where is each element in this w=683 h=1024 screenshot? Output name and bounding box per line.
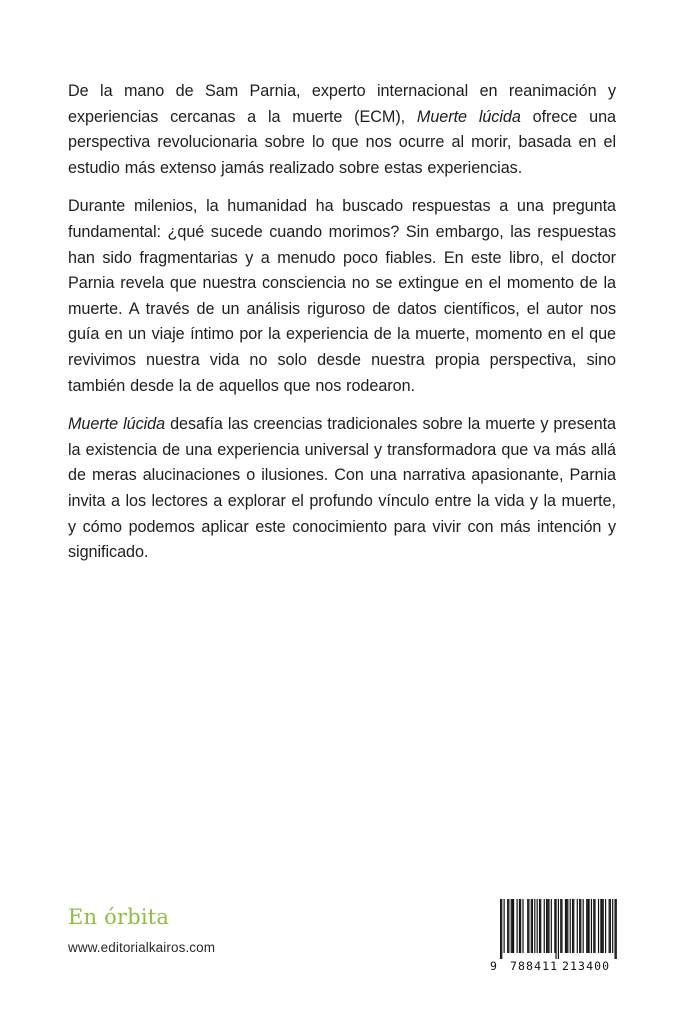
barcode-bar <box>537 899 538 953</box>
barcode-bar <box>561 899 562 953</box>
barcode-bar <box>610 899 611 953</box>
publisher-website-link[interactable]: www.editorialkairos.com <box>68 940 216 955</box>
barcode-bar <box>534 899 535 953</box>
blurb-paragraph-1 <box>68 79 616 181</box>
barcode-bar <box>612 899 613 953</box>
barcode-bar <box>548 899 549 953</box>
barcode-bar <box>594 899 595 953</box>
barcode-bar <box>532 899 533 953</box>
barcode-bar <box>566 899 567 953</box>
barcode-bar <box>546 899 547 953</box>
back-cover-blurb <box>68 79 616 579</box>
isbn-left-group: 788411 <box>510 959 559 973</box>
barcode-bars-icon <box>488 897 620 959</box>
barcode-bar <box>616 899 617 959</box>
barcode-bar <box>598 899 599 953</box>
barcode-bar <box>547 899 548 953</box>
blurb-p1-text-start: De la mano de Sam Parnia, experto internacional en reanimación y experiencias cercanas a la muerte (ECM), <box>68 82 616 126</box>
barcode-bar <box>540 899 541 953</box>
barcode-bar <box>519 899 520 953</box>
barcode-bar <box>520 899 521 953</box>
barcode-bar <box>583 899 584 953</box>
isbn-first-digit: 9 <box>490 959 499 973</box>
barcode-bar <box>587 899 588 953</box>
barcode-bar <box>501 899 502 959</box>
barcode-bar <box>573 899 574 953</box>
barcode-bar <box>511 899 512 953</box>
blurb-paragraph-3 <box>68 412 616 566</box>
barcode-bar <box>579 899 580 953</box>
barcode-bar <box>591 899 592 953</box>
barcode-bar <box>522 899 523 953</box>
isbn-barcode <box>488 897 620 975</box>
collection-name: En órbita <box>68 905 170 929</box>
barcode-bar <box>600 899 601 953</box>
barcode-bar <box>593 899 594 953</box>
barcode-bar <box>555 899 556 959</box>
barcode-bar <box>560 899 561 953</box>
barcode-bar <box>565 899 566 953</box>
book-title-italic: Muerte lúcida <box>416 107 521 126</box>
barcode-bar <box>567 899 568 953</box>
barcode-bar <box>572 899 573 953</box>
barcode-bar <box>544 899 545 953</box>
barcode-bar <box>527 899 528 953</box>
barcode-bar <box>589 899 590 953</box>
barcode-bar <box>513 899 514 953</box>
barcode-bar <box>551 899 552 953</box>
barcode-bar <box>558 899 559 959</box>
barcode-bar <box>614 899 615 959</box>
blurb-paragraph-2: Durante milenios, la humanidad ha buscado respuestas a una pregunta fundamental: ¿qué sucede cuando morimos? Sin embargo, las respuestas han sido fragmentarias y a menudo poco fiables. En este libro, el doctor Parnia revela que nuestra consciencia no se extingue en el momento de la muerte. A través de un análisis riguroso de datos científicos, el autor nos guía en un viaje íntimo por la experiencia de la muerte, momento en el que revivimos nuestra vida no solo desde nuestra propia perspectiva, sino también desde la de aquellos que nos rodearon. <box>68 197 616 395</box>
barcode-bar <box>531 899 532 953</box>
barcode-bar <box>517 899 518 953</box>
barcode-bar <box>609 899 610 953</box>
barcode-bar <box>577 899 578 953</box>
isbn-right-group: 213400 <box>562 959 611 973</box>
barcode-bar <box>601 899 602 953</box>
book-title-italic: Muerte lúcida <box>68 415 166 434</box>
blurb-p3-text-end: desafía las creencias tradicionales sobre la muerte y presenta la existencia de una experiencia universal y transformadora que va más allá de meras alucinaciones o ilusiones. Con una narrativa apasionante, Parnia invita a los lectores a explorar el profundo vínculo entre la vida y la muerte, y cómo podemos aplicar este conocimiento para vivir con más intención y significado. <box>68 415 616 562</box>
barcode-bar <box>508 899 509 953</box>
blurb-p1-text-end: ofrece una perspectiva revolucionaria sobre lo que nos ocurre al morir, basada en el estudio más extenso jamás realizado sobre estas experiencias. <box>68 107 616 177</box>
barcode-bar <box>554 899 555 953</box>
barcode-bar <box>512 899 513 953</box>
barcode-bar <box>507 899 508 953</box>
barcode-bar <box>504 899 505 953</box>
barcode-bar <box>586 899 587 953</box>
barcode-bar <box>528 899 529 953</box>
barcode-bar <box>500 899 501 959</box>
barcode-bar <box>603 899 604 953</box>
barcode-bar <box>539 899 540 953</box>
barcode-bar <box>570 899 571 953</box>
barcode-bar <box>580 899 581 953</box>
barcode-bar <box>605 899 606 953</box>
